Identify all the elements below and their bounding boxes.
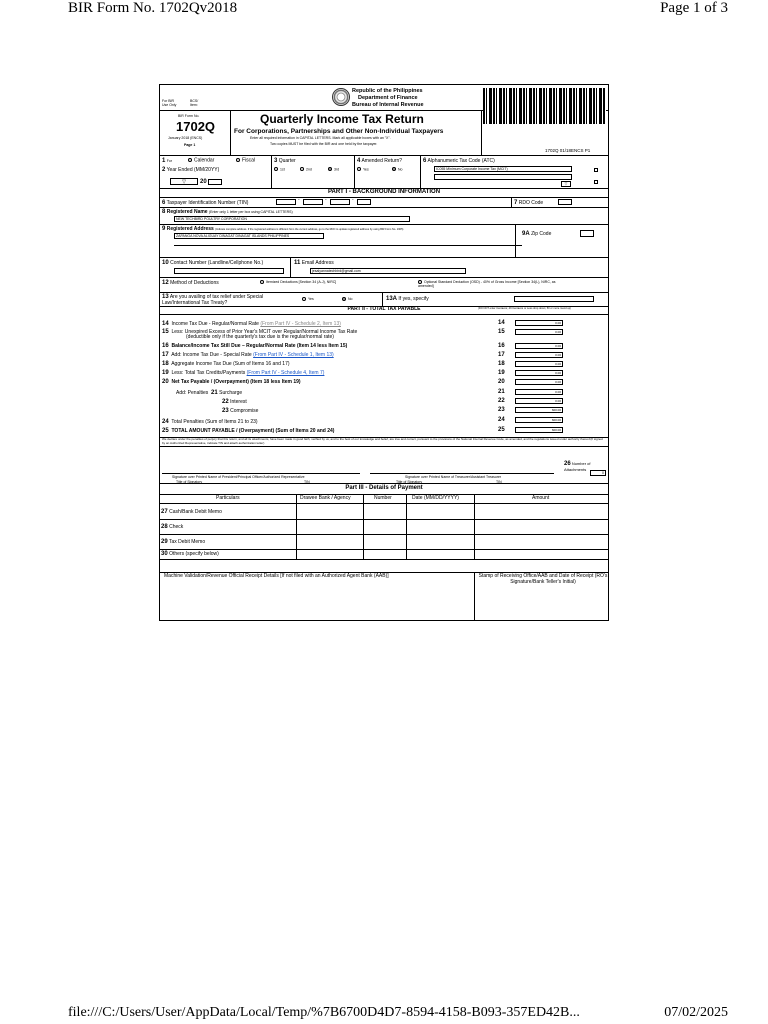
for-bir-use-label: For BIR Use Only	[162, 99, 177, 108]
payment-header-amount: Amount	[532, 495, 550, 501]
tax-relief-specify-input[interactable]	[514, 296, 594, 302]
item18-amount[interactable]: 0.00	[515, 361, 563, 367]
registered-name-note: (Enter only 1 letter per box using CAPITAL LETTERS)	[208, 210, 293, 214]
item18-label: Aggregate Income Tax Due (Sum of Items 16 and 17)	[171, 361, 290, 367]
item20-amount[interactable]: 0.00	[515, 379, 563, 385]
email-input[interactable]: jesalyannatechbird@gmail.com	[310, 268, 466, 274]
left-tin-label: TIN	[304, 480, 310, 484]
page-footer-path: file:///C:/Users/User/AppData/Local/Temp/%7B6700D4D7-8594-4158-B093-357ED42B...	[68, 1005, 580, 1020]
item21-label: Surcharge	[219, 390, 243, 396]
year-prefix: 20	[200, 179, 207, 185]
fiscal-radio[interactable]: Fiscal	[236, 158, 255, 164]
bcs-item-label: BCS/ Item:	[190, 99, 199, 108]
quarter-3rd-radio[interactable]: 3rd	[328, 167, 339, 173]
itemized-deductions-radio[interactable]: Itemized Deductions [Section 34 (A-J), NIRC]	[260, 280, 336, 284]
item23-amount[interactable]: 600.00	[515, 407, 563, 413]
tax-relief-label: Are you availing of tax relief under Special Law/International Tax Treaty?	[162, 294, 264, 306]
add-penalties-label: Add: Penalties	[176, 390, 209, 396]
rdo-code-input[interactable]	[558, 199, 572, 205]
tin-box-4[interactable]	[357, 199, 371, 205]
contact-number-label: Contact Number (Landline/Cellphone No.)	[170, 260, 264, 266]
barcode-image	[483, 88, 606, 124]
payment-row-check: 28 Check	[161, 524, 184, 530]
agency-line-2: Department of Finance	[358, 94, 418, 101]
form-no-label: BIR Form No.	[178, 114, 200, 118]
item24-number: 24	[498, 417, 505, 423]
payment-header-particulars: Particulars	[216, 495, 240, 501]
item14-label: Income Tax Due - Regular/Normal Rate	[171, 321, 259, 327]
atc-checkbox-1[interactable]	[594, 168, 598, 172]
item18-number: 18	[498, 361, 505, 367]
stamp-label: Stamp of Receiving Office/AAB and Date of Receipt (RO's Signature/Bank Teller's Initial)	[478, 573, 608, 585]
attachments-label: Number of Attachments	[564, 461, 591, 472]
atc-dropdown[interactable]: ▽	[561, 181, 571, 187]
item25-amount[interactable]: 600.00	[515, 427, 563, 433]
atc-checkbox-2[interactable]	[594, 180, 598, 184]
item19-amount[interactable]: 0.00	[515, 370, 563, 376]
payment-row-others: 30 Others (specify below)	[161, 551, 219, 557]
item24-label: Total Penalties (Sum of Items 21 to 23)	[171, 419, 258, 425]
item15-amount[interactable]: 0.00	[515, 329, 563, 335]
item22-label: Interest	[230, 399, 247, 405]
form-title: Quarterly Income Tax Return	[260, 112, 424, 126]
atc-input[interactable]	[434, 174, 572, 180]
item14-schedule-link[interactable]: (From Part IV - Schedule 2, Item 13)	[260, 321, 341, 327]
item21-amount[interactable]: 0.00	[515, 389, 563, 395]
tin-box-3[interactable]	[330, 199, 350, 205]
signature-right-label: Signature over Printed Name of Treasurer/Assistant Treasurer	[405, 475, 502, 479]
item24-amount[interactable]: 600.00	[515, 417, 563, 423]
osd-radio[interactable]: Optional Standard Deduction (OSD) - 40% of Gross Income [Section 34(L), NIRC, as amended]	[418, 280, 556, 289]
declaration-text: We declare under the penalties of perjury that this return, and all its attachments, have been made in good faith, verified by us, and to the best of our knowledge and belief, are true and correct, pursuant to the provisions of the National Internal Revenue Code, as amended, and the regulations issued under authority thereof.(If signed by an Authorized Representative, indicate TIN and attach authorization letter)	[162, 437, 603, 445]
tax-relief-specify-label: If yes, specify	[398, 296, 429, 302]
item4-label: Amended Return?	[361, 158, 403, 164]
part2-note: (DO NOT enter Centavos; 49 Centavos or Less drop down; 50 or more round up)	[478, 307, 572, 310]
month-select[interactable]: ▽	[170, 178, 198, 185]
item16-number: 16	[498, 343, 505, 349]
quarter-1st-radio[interactable]: 1st	[274, 167, 285, 173]
tin-label: Taxpayer Identification Number (TIN)	[166, 200, 249, 206]
part2-title: PART II - TOTAL TAX PAYABLE	[347, 306, 421, 312]
page-number: Page 1 of 3	[660, 0, 728, 16]
registered-name-label: Registered Name	[166, 209, 208, 215]
payment-header-date: Date (MM/DD/YYYY)	[412, 495, 459, 501]
item19-label: Less: Total Tax Credits/Payments	[171, 370, 246, 376]
payment-row-cash: 27 Cash/Bank Debit Memo	[161, 509, 222, 515]
agency-line-3: Bureau of Internal Revenue	[352, 101, 424, 108]
barcode-code: 1702Q 01/18ENCS P1	[545, 148, 591, 153]
tax-relief-yes-radio[interactable]: Yes	[302, 297, 314, 301]
registered-address-input[interactable]: ZAPANGA NOVA ALIGUAY DINAGAT DINAGAT ISLANDS PHILIPPINES	[174, 233, 324, 239]
page-footer-date: 07/02/2025	[664, 1005, 728, 1020]
left-title-signatory: Title of Signatory	[176, 480, 203, 484]
form-edition: January 2018 (ENCS)	[168, 136, 203, 140]
calendar-radio[interactable]: Calendar	[188, 158, 214, 164]
registered-name-input[interactable]: NEW TECHBIRD POULTRY CORPORATION	[174, 216, 410, 222]
item20-label: Net Tax Payable / (Overpayment) (Item 18 less Item 19)	[171, 379, 301, 385]
right-tin-label: TIN	[496, 480, 502, 484]
item14-amount[interactable]: 0.00	[515, 320, 563, 326]
item3-label: Quarter	[278, 158, 296, 164]
attachments-input[interactable]: 0	[590, 470, 606, 476]
item22-amount[interactable]: 0.00	[515, 398, 563, 404]
item15-label-2: (deductible only if the quarterly's tax due is the regular/normal rate)	[186, 334, 334, 340]
item19-schedule-link[interactable]: (From Part IV - Schedule 4, Item 7)	[246, 370, 325, 376]
machine-validation-label: Machine Validation/Revenue Official Receipt Details [If not filed with an Authorized Agent Bank (AAB)]	[164, 573, 389, 579]
amended-yes-radio[interactable]: Yes	[357, 167, 369, 173]
agency-line-1: Republic of the Philippines	[352, 88, 423, 94]
form-instructions-1: Enter all required information in CAPITAL LETTERS. Mark all applicable boxes with an "X".	[250, 136, 391, 140]
tin-box-1[interactable]	[276, 199, 296, 205]
item17-number: 17	[498, 352, 505, 358]
item16-amount[interactable]: 0.00	[515, 343, 563, 349]
tin-box-2[interactable]	[303, 199, 323, 205]
zip-code-label: Zip Code	[531, 231, 552, 237]
email-label: Email Address	[301, 260, 334, 266]
item19-number: 19	[498, 370, 505, 376]
year-input[interactable]	[208, 179, 222, 185]
item25-number: 25	[498, 427, 505, 433]
zip-code-input[interactable]	[580, 230, 594, 237]
payment-row-tax-debit: 29 Tax Debit Memo	[161, 539, 206, 545]
item16-label: Balance/Income Tax Still Due – Regular/Normal Rate (Item 14 less Item 15)	[171, 343, 348, 349]
form-subtitle: For Corporations, Partnerships and Other Non-Individual Taxpayers	[234, 128, 444, 135]
item25-label: TOTAL AMOUNT PAYABLE / (Overpayment) (Sum of Items 20 and 24)	[171, 428, 335, 434]
item1-label: For	[166, 159, 172, 163]
item14-number: 14	[498, 320, 505, 326]
part3-title: Part III - Details of Payment	[345, 485, 423, 491]
signature-left-label: Signature over Printed Name of President/Principal Officer/Authorized Representative	[172, 475, 305, 479]
payment-header-bank: Drawee Bank / Agency	[300, 495, 351, 501]
part1-title: PART I - BACKGROUND INFORMATION	[327, 189, 441, 195]
rdo-code-label: RDO Code	[518, 200, 544, 206]
form-number: 1702Q	[176, 119, 216, 134]
payment-header-number: Number	[374, 495, 392, 501]
bir-form-1702q: For BIR Use Only BCS/ Item: Republic of the Philippines Department of Finance Bureau of Internal Revenue BIR Form No. 1702Q January 2018 (ENCS) Page 1 Quarterly Income Tax Return For Corporations, Partnerships and Other Non-Individual Taxpayers Enter all required information in CAPITAL LETTERS. Mark all applicable boxes with an "X". Two copies MUST be filed with the BIR and one held by the taxpayer. 1702Q 01/18ENCS P1 1 For Calendar Fiscal 2 Year Ended (MM/20YY) ▽ 20 3 Quarter 1st 2nd 3rd 4 Amended Return? Yes No 6 Alphanumeric Tax Code (ATC) IC055 Minimum Corporate Income Tax (MCIT) ▽ PART I - BACKGROUND INFORMATION 6 Taxpayer Identification Number (TIN) - - - 7 RDO Code 8 Registered Name (Enter only 1 letter per box using CAPITAL LETTERS) NEW TECHBIRD POULTRY CORPORATION 9 Registered Address (Indicate complete address. If the registered address is different from the current address, go to the RDO to update registered address by using BIR Form No. 1905) ZAPANGA NOVA ALIGUAY DINAGAT DINAGAT ISLANDS PHILIPPINES 9A Zip Code 10 Contact Number (Landline/Cellphone No.) 11 Email Address jesalyannatechbird@gmail.com 12 Method of Deductions Itemized Deductions [Section 34 (A-J), NIRC] Optional Standard Deduction (OSD) - 40% of Gross Income [Section 34(L), NIRC, as amended] 13 Are you availing of tax relief under Special Law/International Tax Treaty? Yes No 13A If yes, specify PART II - TOTAL TAX PAYABLE (DO NOT enter Centavos; 49 Centavos or Less drop down; 50 or more round up) 14 Income Tax Due - Regular/Normal Rate (From Part IV - Schedule 2, Item 13) 15 Less: Unexpired Excess of Prior Year's MCIT over Regular/Normal Income Tax Rate (deductible only if the quarterly's tax due is the regular/normal rate) 16 Balance/Income Tax Still Due – Regular/Normal Rate (Item 14 less Item 15) 17 Add: Income Tax Due - Special Rate (From Part IV - Schedule 1, Item 13) 18 Aggregate Income Tax Due (Sum of Items 16 and 17) 19 Less: Total Tax Credits/Payments (From Part IV - Schedule 4, Item 7) 20 Net Tax Payable / (Overpayment) (Item 18 less Item 19) Add: Penalties 21 Surcharge 22 Interest 23 Compromise 24 Total Penalties (Sum of Items 21 to 23) 25 TOTAL AMOUNT PAYABLE / (Overpayment) (Sum of Items 20 and 24) 14 15 16 17 18 19 20 21 22 23 24 25 0.00 0.00 0.00 0.00 0.00 0.00 0.00 0.00 0.00 600.00 600.00 600.00 We declare under the penalties of perjury that this return, and all its attachments, have been made in good faith, verified by us, and to the best of our knowledge and belief, are true and correct, pursuant to the provisions of the National Internal Revenue Code, as amended, and the regulations issued under authority thereof.(If signed by an Authorized Representative, indicate TIN and attach authorization letter) Signature over Printed Name of President/Principal Officer/Authorized Representative Signature over Printed Name of Treasurer/Assistant Treasurer Title of Signatory TIN Title of Signatory TIN 26 Number of Attachments 0 Part III - Details of Payment Particulars Drawee Bank / Agency Number Date (MM/DD/YYYY) Amount 27 Cash/Bank Debit Memo 28 Check 29 Tax Debit Memo 30 Others (specify below) Machine Validation/Revenue Official Receipt Details [If not filed with an Authorized Agent Bank (AAB)] Stamp of Receiving Office/AAB and Date of Receipt (RO's Signature/Bank Teller's Initial)	[159, 84, 609, 621]
item20-number: 20	[498, 379, 505, 385]
amended-no-radio[interactable]: No	[392, 167, 402, 173]
registered-address-label: Registered Address	[166, 226, 214, 232]
contact-number-input[interactable]	[174, 268, 284, 274]
item2-label: Year Ended (MM/20YY)	[166, 167, 220, 173]
page-header-title: BIR Form No. 1702Qv2018	[68, 0, 238, 16]
bir-seal-logo	[332, 88, 350, 106]
item6-label: Alphanumeric Tax Code (ATC)	[427, 158, 495, 164]
item17-label: Add: Income Tax Due - Special Rate	[171, 352, 252, 358]
item15-label: Less: Unexpired Excess of Prior Year's MCIT over Regular/Normal Income Tax Rate	[171, 329, 358, 335]
item21-number: 21	[498, 389, 505, 395]
item17-schedule-link[interactable]: (From Part IV - Schedule 1, Item 13)	[253, 352, 334, 358]
tax-relief-no-radio[interactable]: No	[342, 297, 352, 301]
item23-number: 23	[498, 407, 505, 413]
atc-select[interactable]: IC055 Minimum Corporate Income Tax (MCIT)	[434, 166, 572, 172]
form-instructions-2: Two copies MUST be filed with the BIR and one held by the taxpayer.	[270, 142, 378, 146]
quarter-2nd-radio[interactable]: 2nd	[300, 167, 312, 173]
item22-number: 22	[498, 398, 505, 404]
form-page-label: Page 1	[184, 143, 196, 147]
item15-number: 15	[498, 329, 505, 335]
right-title-signatory: Title of Signatory	[396, 480, 423, 484]
item23-label: Compromise	[230, 408, 259, 414]
deductions-label: Method of Deductions	[170, 280, 219, 286]
item17-amount[interactable]: 0.00	[515, 352, 563, 358]
registered-address-note: (Indicate complete address. If the registered address is different from the current address, go to the RDO to update registered address by using BIR Form No. 1905)	[215, 228, 404, 231]
